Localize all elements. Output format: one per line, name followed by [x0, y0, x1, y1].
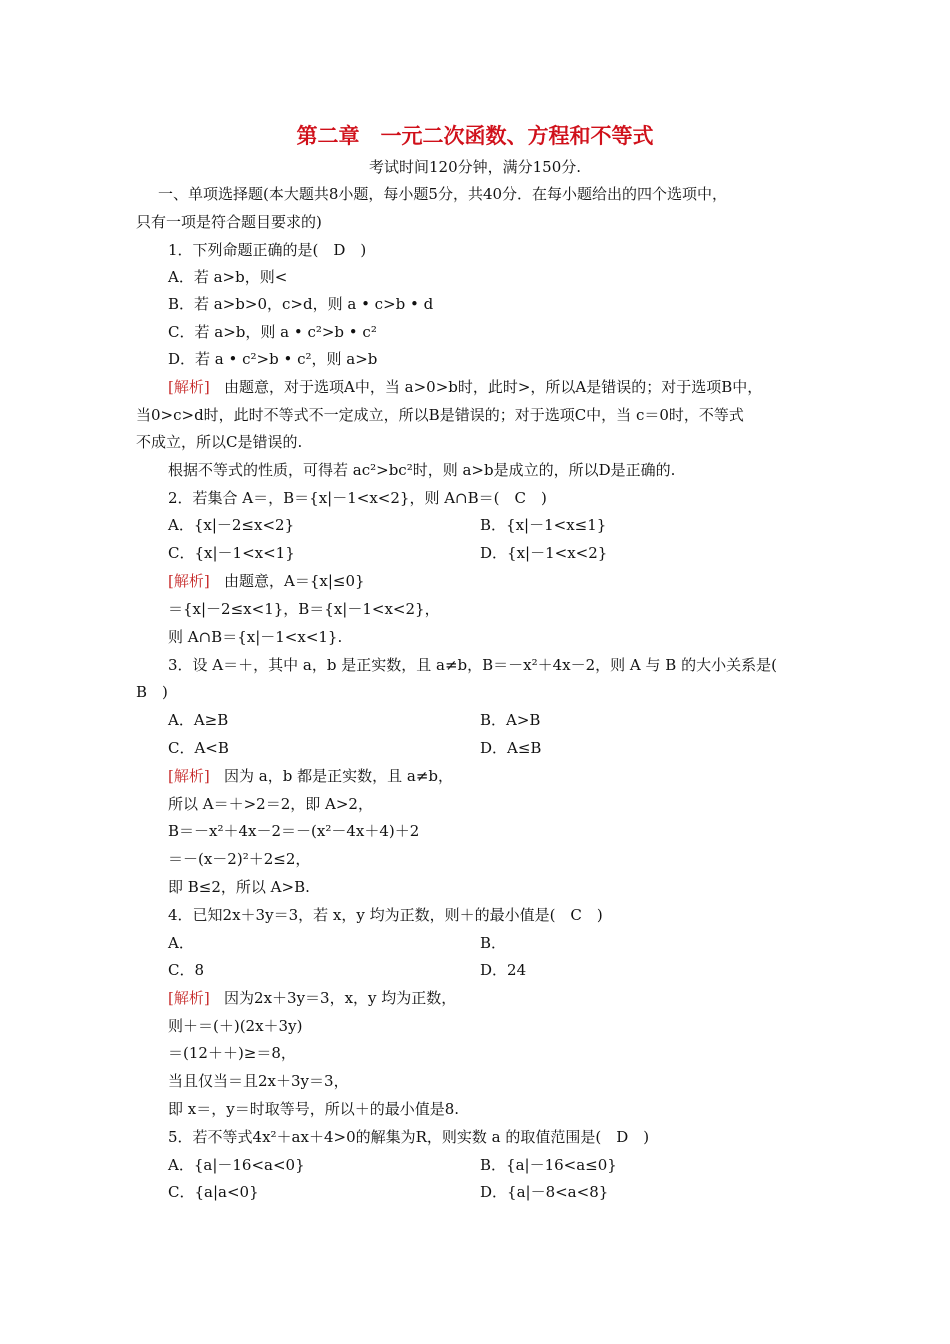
question-5-stem: 5．若不等式4x²＋ax＋4>0的解集为R，则实数 a 的取值范围是( D ) — [168, 1128, 650, 1146]
question-4-analysis-line — [168, 988, 456, 1008]
question-2-option-a: A．{x|－2≤x<2} — [168, 516, 295, 534]
question-2-stem: 2．若集合 A＝，B＝{x|－1<x<2}，则 A∩B＝( C ) — [168, 489, 547, 507]
question-3-analysis-cont: B＝－x²＋4x－2＝－(x²－4x＋4)＋2 — [168, 822, 420, 840]
question-4-option-c: C．8 — [168, 961, 205, 979]
question-3-option-a: A．A≥B — [168, 711, 229, 729]
question-1-option-d: D．若 a • c²>b • c²，则 a>b — [168, 350, 378, 368]
question-4-analysis-cont: 即 x＝，y＝时取等号，所以＋的最小值是8. — [168, 1100, 460, 1118]
question-1-option-a: A．若 a>b，则< — [168, 268, 288, 286]
analysis-text: 由题意，对于选项A中，当 a>0>b时，此时>，所以A是错误的；对于选项B中， — [224, 378, 763, 396]
question-3-stem: 3．设 A＝＋，其中 a，b 是正实数，且 a≠b，B＝－x²＋4x－2，则 A 与 B 的大小关系是( — [168, 656, 777, 674]
question-2-option-c: C．{x|－1<x<1} — [168, 544, 295, 562]
question-5-option-a: A．{a|－16<a<0} — [168, 1156, 305, 1174]
question-2-option-b: B．{x|－1<x≤1} — [480, 516, 607, 534]
question-1-analysis-cont: 当0>c>d时，此时不等式不一定成立，所以B是错误的；对于选项C中，当 c＝0时，不等式 — [136, 406, 744, 424]
question-1-option-b: B．若 a>b>0，c>d，则 a • c>b • d — [168, 295, 434, 313]
analysis-text: 由题意，A＝{x|≤0} — [224, 572, 365, 590]
question-3-option-d: D．A≤B — [480, 739, 542, 757]
question-4-option-d: D．24 — [480, 961, 527, 979]
analysis-text: 因为 a，b 都是正实数，且 a≠b， — [224, 767, 453, 785]
question-2-option-d: D．{x|－1<x<2} — [480, 544, 608, 562]
question-4-analysis-cont: 则＋＝(＋)(2x＋3y) — [168, 1017, 303, 1035]
question-4-stem: 4．已知2x＋3y＝3，若 x，y 均为正数，则＋的最小值是( C ) — [168, 906, 603, 924]
question-4-analysis-cont: 当且仅当＝且2x＋3y＝3， — [168, 1072, 349, 1090]
question-2-analysis-cont: ＝{x|－2≤x<1}，B＝{x|－1<x<2}， — [168, 600, 440, 618]
page-title: 第二章 一元二次函数、方程和不等式 — [296, 124, 654, 148]
analysis-tag: [解析] — [168, 572, 210, 590]
question-5-option-d: D．{a|－8<a<8} — [480, 1183, 609, 1201]
question-3-stem-cont: B ) — [136, 683, 168, 701]
question-1-analysis-line — [168, 377, 762, 397]
question-3-option-b: B．A>B — [480, 711, 541, 729]
question-2-analysis-cont: 则 A∩B＝{x|－1<x<1}. — [168, 628, 343, 646]
analysis-tag: [解析] — [168, 767, 210, 785]
question-4-option-a: A． — [168, 934, 194, 952]
section-instructions-cont: 只有一项是符合题目要求的) — [136, 213, 322, 231]
question-3-analysis-cont: 所以 A＝＋>2＝2，即 A>2， — [168, 795, 373, 813]
question-3-analysis-line — [168, 766, 453, 786]
question-3-analysis-cont: 即 B≤2，所以 A>B. — [168, 878, 310, 896]
question-1-option-c: C．若 a>b，则 a • c²>b • c² — [168, 323, 377, 341]
question-1-conclusion: 根据不等式的性质，可得若 ac²>bc²时，则 a>b是成立的，所以D是正确的. — [168, 461, 676, 479]
question-2-analysis-line — [168, 571, 365, 591]
question-5-option-b: B．{a|－16<a≤0} — [480, 1156, 617, 1174]
question-1-analysis-cont: 不成立，所以C是错误的. — [136, 433, 303, 451]
question-5-option-c: C．{a|a<0} — [168, 1183, 259, 1201]
question-3-analysis-cont: ＝－(x－2)²＋2≤2， — [168, 850, 311, 868]
question-3-option-c: C．A<B — [168, 739, 229, 757]
section-instructions: 一、单项选择题(本大题共8小题，每小题5分，共40分．在每小题给出的四个选项中， — [158, 185, 728, 203]
analysis-text: 因为2x＋3y＝3，x，y 均为正数， — [224, 989, 457, 1007]
analysis-tag: [解析] — [168, 378, 210, 396]
question-4-option-b: B． — [480, 934, 507, 952]
question-4-analysis-cont: ＝(12＋＋)≥＝8， — [168, 1044, 296, 1062]
analysis-tag: [解析] — [168, 989, 210, 1007]
question-1-stem: 1．下列命题正确的是( D ) — [168, 241, 367, 259]
exam-info: 考试时间120分钟，满分150分. — [368, 158, 582, 176]
